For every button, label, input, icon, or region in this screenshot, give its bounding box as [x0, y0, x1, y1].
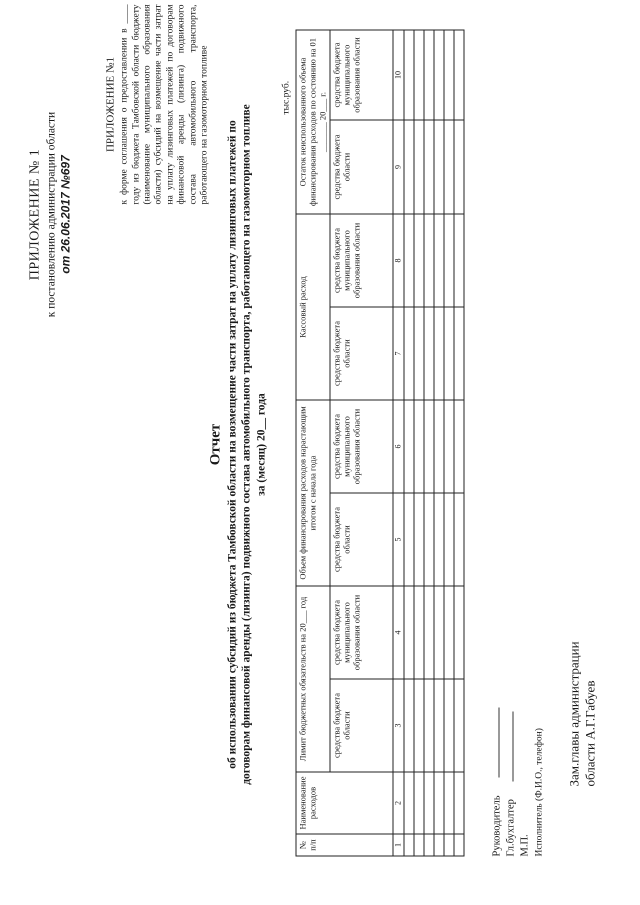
signature-block — [491, 708, 546, 857]
deputy-title: Зам.главы администрации — [566, 641, 582, 787]
header-name: Наименование расходов — [296, 772, 393, 834]
appendix-date-handwritten: от 26.06.2017 №697 — [58, 155, 73, 274]
sign-accountant-label: Гл.бухгалтер — [505, 799, 517, 857]
sign-head-line — [499, 708, 500, 778]
deputy-signature — [567, 641, 598, 786]
sign-accountant-line — [513, 711, 514, 781]
report-table — [296, 30, 465, 857]
header-volume: Объем финансирования расходов нарастающим итогом с начала года — [296, 400, 330, 586]
appendix-title: ПРИЛОЖЕНИЕ № 1 — [27, 148, 43, 281]
col-number: 2 — [393, 772, 404, 834]
report-title-block — [207, 25, 269, 865]
report-subtitle-1: об использовании субсидий из бюджета Тамбовской области на возмещение части затрат на уплату лизинговых платежей по — [226, 120, 239, 769]
sub-municipal-remaining: средства бюджета муниципального образования области — [330, 30, 393, 120]
col-number: 8 — [393, 214, 404, 307]
report-title: Отчет — [207, 423, 224, 466]
col-number: 7 — [393, 307, 404, 400]
table-row — [444, 30, 454, 856]
appendix-resolution: к постановлению администрации области — [45, 111, 57, 318]
sub-regional-cash: средства бюджета области — [330, 307, 393, 400]
form-appendix-text: к форме соглашения о предоставлении в ____ году из бюджета Тамбовской области бюджету (наименование муниципального образования области) субсидий на возмещение части затрат на уплату лизинговых платежей по договорам финансовой аренды (лизинга) подвижного состава автомобильного транспорта, работающего на газомоторном топливе — [119, 4, 210, 205]
unit-label: тыс.руб. — [281, 80, 292, 115]
sub-municipal-cash: средства бюджета муниципального образования области — [330, 214, 393, 307]
header-cash: Кассовый расход — [296, 214, 330, 400]
col-number: 6 — [393, 400, 404, 493]
deputy-name: области А.Г.Габуев — [582, 680, 598, 787]
col-number: 5 — [393, 493, 404, 586]
report-period: за (месяц) 20__ года — [255, 393, 267, 496]
report-subtitle-2: договорам финансовой аренды (лизинга) подвижного состава автомобильного транспорта, работающего на газомоторном топливе — [240, 104, 253, 785]
header-row-subcolumns — [330, 30, 393, 856]
header-limit: Лимит бюджетных обязательств на 20___ год — [296, 586, 330, 772]
col-number: 3 — [393, 679, 404, 772]
header-no: № п/п — [296, 834, 393, 856]
executor-label: Исполнитель (Ф.И.О., телефон) — [534, 728, 545, 857]
table-row — [434, 30, 444, 856]
col-number: 1 — [393, 834, 404, 856]
sub-regional-volume: средства бюджета области — [330, 493, 393, 586]
seal-label: М.П. — [519, 834, 531, 857]
appendix-header — [27, 65, 74, 365]
sub-municipal-volume: средства бюджета муниципального образования области — [330, 400, 393, 493]
col-number: 4 — [393, 586, 404, 679]
form-appendix-title: ПРИЛОЖЕНИЕ №1 — [104, 56, 117, 153]
table-row — [454, 30, 464, 856]
column-number-row — [393, 30, 404, 856]
header-remaining: Остаток неиспользованного объема финансирования расходов по состоянию на 01 _______ 20___ г. — [296, 30, 330, 214]
form-note — [105, 5, 211, 205]
table-row — [424, 30, 434, 856]
rotated-sheet — [1, 0, 640, 905]
table-row — [404, 30, 414, 856]
sub-municipal-limit: средства бюджета муниципального образования области — [330, 586, 393, 679]
sub-regional-remaining: средства бюджета области — [330, 120, 393, 214]
header-row-groups — [296, 30, 330, 856]
sign-head-label: Руководитель — [491, 795, 503, 857]
sub-regional-limit: средства бюджета области — [330, 679, 393, 772]
col-number: 9 — [393, 120, 404, 214]
table-row — [414, 30, 424, 856]
col-number: 10 — [393, 30, 404, 120]
